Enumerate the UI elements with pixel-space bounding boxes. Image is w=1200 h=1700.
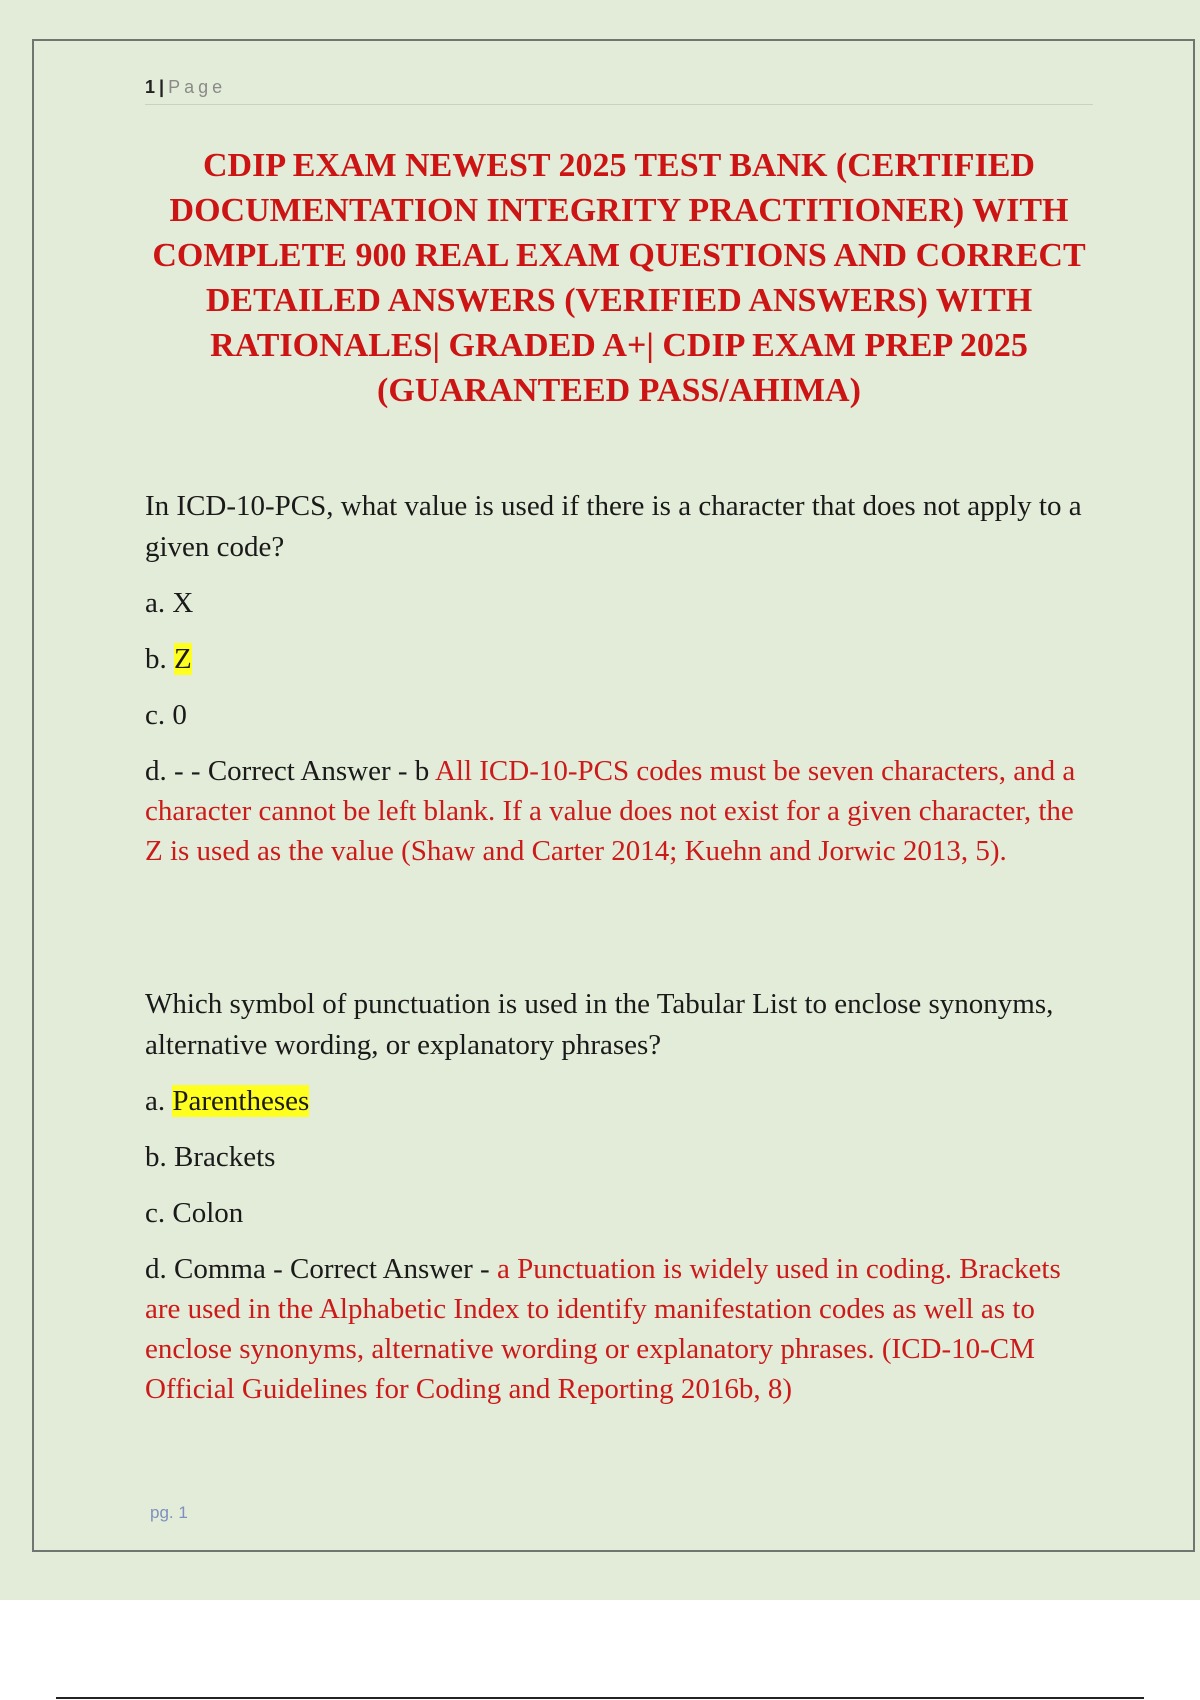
answer-paragraph <box>145 751 1095 871</box>
option-prefix: b. <box>145 1141 174 1173</box>
option-text: 0 <box>172 699 187 731</box>
option-prefix: c. <box>145 699 173 731</box>
option-text: X <box>172 587 194 619</box>
option-c <box>145 1193 1095 1234</box>
option-text: Brackets <box>174 1141 276 1173</box>
question-text: Which symbol of punctuation is used in the Tabular List to enclose synonyms, alternative wording, or explanatory phrases? <box>145 988 1054 1061</box>
answer-rationale: a Punctuation is widely used in coding. Brackets are used in the Alphabetic Index to identify manifestation codes as well as to enclose synonyms, alternative wording or explanatory phrases. (ICD-10-CM Official Guidelines for Coding and Reporting 2016b, 8) <box>145 1253 1061 1405</box>
option-b <box>145 639 1095 680</box>
header-separator: | <box>159 77 165 97</box>
question-block-1 <box>145 486 1095 871</box>
header-page-word: Page <box>168 77 227 97</box>
option-d-answer-label: d. Comma - Correct Answer - <box>145 1253 497 1285</box>
answer-paragraph <box>145 1249 1095 1409</box>
footer-page-label: pg. 1 <box>150 1503 188 1522</box>
question-text: In ICD-10-PCS, what value is used if there is a character that does not apply to a given code? <box>145 490 1082 563</box>
option-text: Colon <box>172 1197 244 1229</box>
highlighted-correct-option: Z <box>174 643 192 675</box>
option-b <box>145 1137 1095 1178</box>
header-page-number: 1 <box>145 77 156 97</box>
option-a <box>145 583 1095 624</box>
answer-rationale: All ICD-10-PCS codes must be seven characters, and a character cannot be left blank. If a value does not exist for a given character, the Z is used as the value (Shaw and Carter 2014; Kuehn and Jorwic 2013, 5). <box>145 755 1076 867</box>
document-title: CDIP EXAM NEWEST 2025 TEST BANK (CERTIFIED DOCUMENTATION INTEGRITY PRACTITIONER) WITH COMPLETE 900 REAL EXAM QUESTIONS AND CORRECT DETAILED ANSWERS (VERIFIED ANSWERS) WITH RATIONALES| GRADED A+| CDIP EXAM PREP 2025 (GUARANTEED PASS/AHIMA) <box>152 147 1086 409</box>
option-a <box>145 1081 1095 1122</box>
option-d-answer-label: d. - - Correct Answer - b <box>145 755 435 787</box>
bottom-divider <box>56 1697 1144 1699</box>
option-prefix: b. <box>145 643 174 675</box>
page-header <box>145 74 1093 105</box>
option-prefix: a. <box>145 1085 173 1117</box>
option-prefix: c. <box>145 1197 173 1229</box>
question-block-2 <box>145 984 1095 1409</box>
option-prefix: a. <box>145 587 173 619</box>
option-c <box>145 695 1095 736</box>
highlighted-correct-option: Parentheses <box>172 1085 310 1117</box>
